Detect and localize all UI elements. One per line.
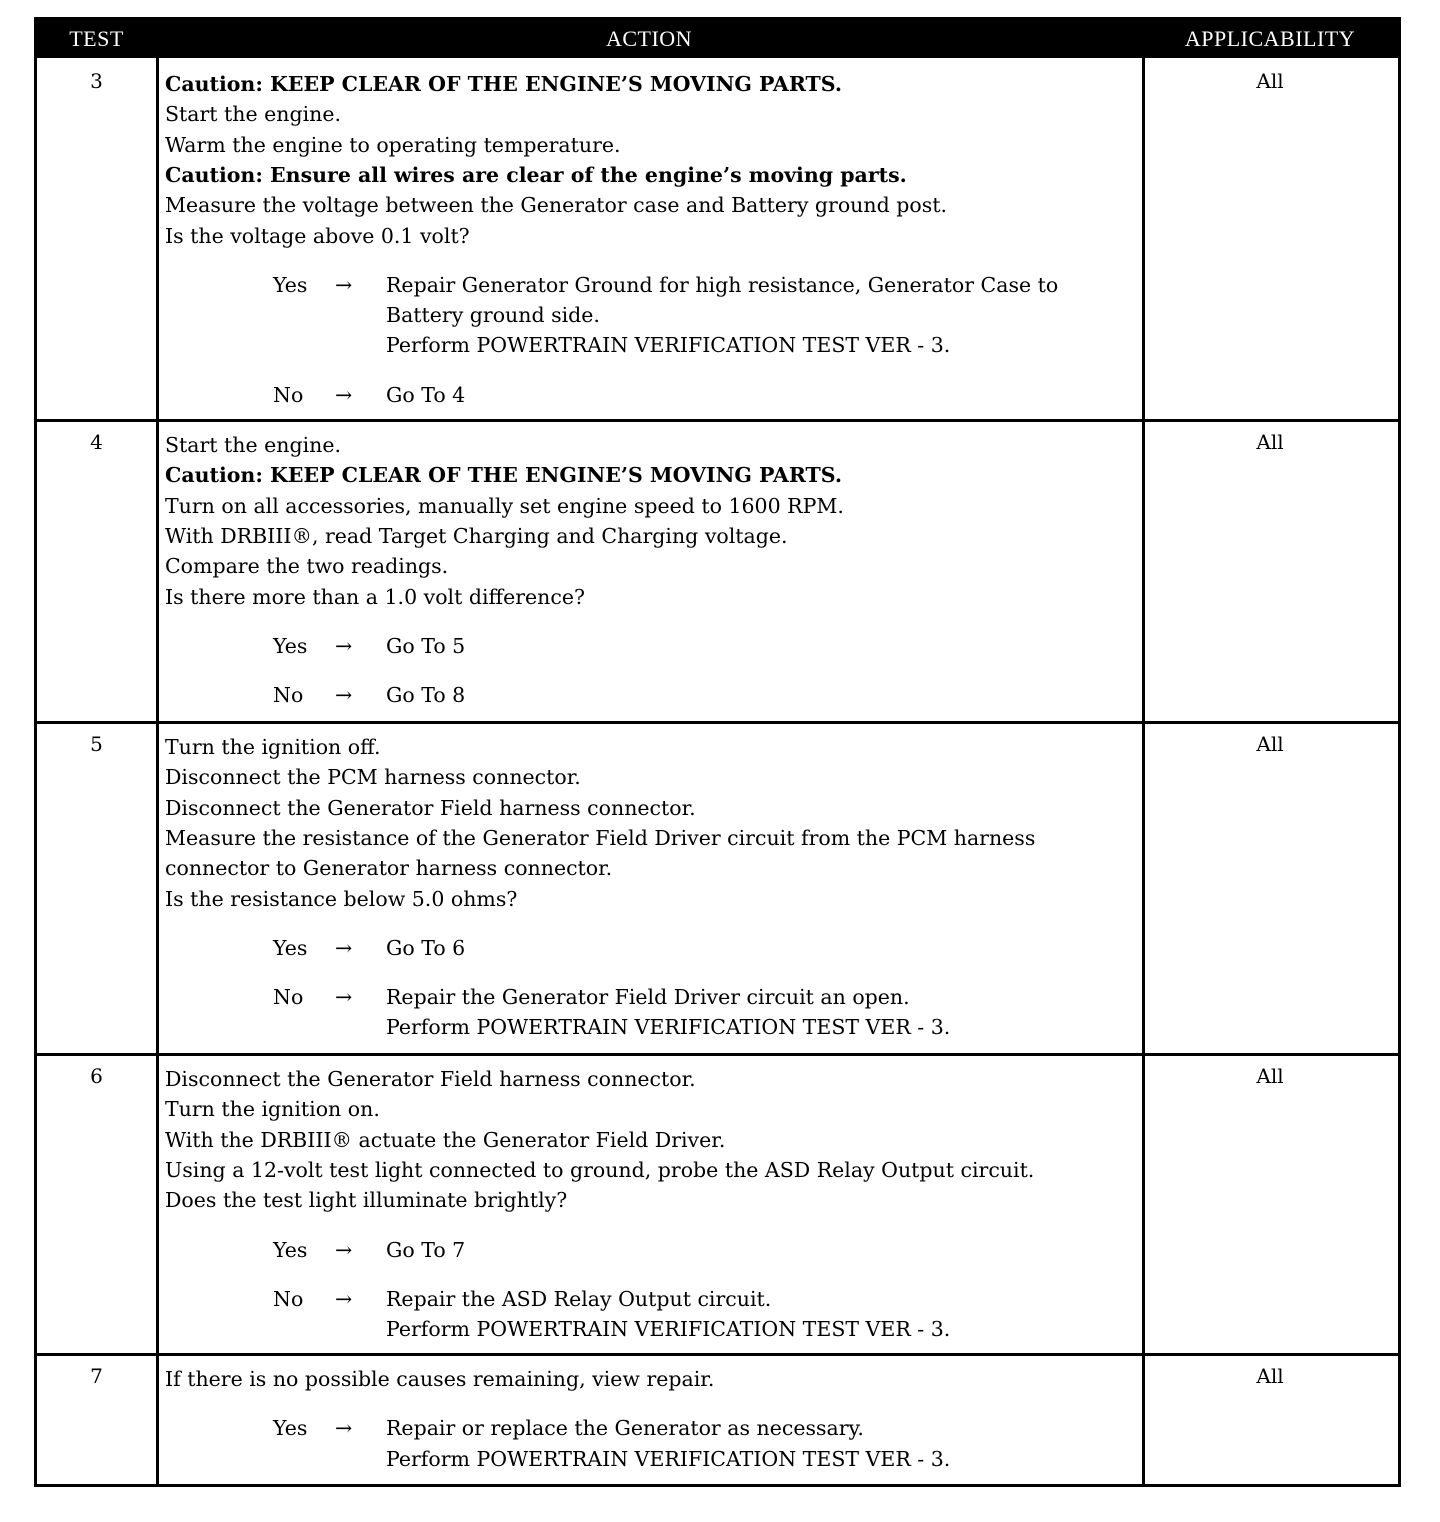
answer-label: Yes: [273, 633, 308, 658]
arrow-icon: →: [335, 272, 353, 297]
action-line: connector to Generator harness connector.: [165, 856, 613, 881]
test-number: 7: [90, 1364, 103, 1388]
answer-label: Yes: [273, 1237, 308, 1262]
answer-result: Go To 5: [386, 633, 466, 658]
action-line: Caution: KEEP CLEAR OF THE ENGINE’S MOVING PARTS.: [165, 463, 842, 488]
answer-result: Go To 7: [386, 1237, 466, 1262]
header-applicability: APPLICABILITY: [1184, 26, 1356, 51]
action-line: Is the resistance below 5.0 ohms?: [165, 886, 518, 911]
action-line: Turn the ignition off.: [165, 735, 381, 759]
applicability-value: All: [1256, 1364, 1284, 1388]
arrow-icon: →: [335, 683, 353, 708]
header-action: ACTION: [605, 26, 693, 51]
action-line: Is there more than a 1.0 volt difference?: [165, 584, 585, 609]
arrow-icon: →: [335, 985, 353, 1010]
action-line: Compare the two readings.: [165, 554, 449, 579]
action-line: Does the test light illuminate brightly?: [165, 1188, 568, 1213]
column-divider: [1142, 58, 1145, 1484]
row-divider: [37, 1353, 1398, 1356]
answer-result: Repair the ASD Relay Output circuit.: [386, 1286, 772, 1311]
action-line: Disconnect the Generator Field harness connector.: [165, 1067, 696, 1091]
action-line: Start the engine.: [165, 102, 342, 127]
applicability-value: All: [1256, 732, 1284, 756]
answer-result: Perform POWERTRAIN VERIFICATION TEST VER - 3.: [386, 333, 951, 358]
answer-result: Go To 8: [386, 683, 466, 708]
action-line: Caution: KEEP CLEAR OF THE ENGINE’S MOVING PARTS.: [165, 72, 842, 96]
action-line: Measure the voltage between the Generator case and Battery ground post.: [165, 193, 947, 218]
action-line: Disconnect the Generator Field harness connector.: [165, 795, 696, 820]
action-line: Start the engine.: [165, 433, 342, 457]
header-test: TEST: [69, 26, 124, 51]
test-number: 6: [90, 1064, 103, 1088]
row-divider: [37, 419, 1398, 422]
answer-label: No: [273, 1286, 304, 1311]
action-line: Turn the ignition on.: [165, 1097, 380, 1122]
answer-result: Battery ground side.: [386, 303, 600, 328]
answer-result: Perform POWERTRAIN VERIFICATION TEST VER - 3.: [386, 1446, 951, 1471]
row-divider: [37, 1053, 1398, 1056]
answer-result: Repair Generator Ground for high resistance, Generator Case to: [386, 272, 1059, 297]
arrow-icon: →: [335, 1416, 353, 1441]
action-line: Caution: Ensure all wires are clear of the engine’s moving parts.: [165, 162, 907, 187]
action-line: Warm the engine to operating temperature.: [165, 132, 621, 157]
arrow-icon: →: [335, 1286, 353, 1311]
action-line: Disconnect the PCM harness connector.: [165, 765, 581, 790]
test-table: [34, 17, 1401, 1487]
arrow-icon: →: [335, 382, 353, 407]
action-line: Turn on all accessories, manually set engine speed to 1600 RPM.: [165, 493, 844, 518]
arrow-icon: →: [335, 935, 353, 960]
arrow-icon: →: [335, 1237, 353, 1262]
answer-result: Perform POWERTRAIN VERIFICATION TEST VER - 3.: [386, 1015, 951, 1040]
answer-label: No: [273, 683, 304, 708]
action-line: If there is no possible causes remaining, view repair.: [165, 1367, 715, 1391]
answer-label: No: [273, 985, 304, 1010]
action-line: With the DRBIII® actuate the Generator Field Driver.: [165, 1127, 726, 1152]
applicability-value: All: [1256, 430, 1284, 454]
answer-label: Yes: [273, 272, 308, 297]
row-divider: [37, 721, 1398, 724]
test-number: 4: [90, 430, 103, 454]
table-header: [37, 20, 1398, 58]
answer-result: Perform POWERTRAIN VERIFICATION TEST VER - 3.: [386, 1317, 951, 1342]
answer-label: No: [273, 382, 304, 407]
answer-result: Repair or replace the Generator as necessary.: [386, 1416, 864, 1441]
applicability-value: All: [1256, 69, 1284, 93]
action-line: Using a 12-volt test light connected to ground, probe the ASD Relay Output circuit.: [165, 1157, 1035, 1182]
action-line: With DRBIII®, read Target Charging and Charging voltage.: [165, 523, 788, 548]
answer-label: Yes: [273, 1416, 308, 1441]
answer-result: Repair the Generator Field Driver circuit an open.: [386, 985, 910, 1010]
test-number: 5: [90, 732, 103, 756]
action-line: Is the voltage above 0.1 volt?: [165, 223, 470, 248]
answer-result: Go To 4: [386, 382, 466, 407]
answer-label: Yes: [273, 935, 308, 960]
column-divider: [156, 58, 159, 1484]
action-line: Measure the resistance of the Generator Field Driver circuit from the PCM harness: [165, 825, 1036, 850]
applicability-value: All: [1256, 1064, 1284, 1088]
test-number: 3: [90, 69, 103, 93]
arrow-icon: →: [335, 633, 353, 658]
answer-result: Go To 6: [386, 935, 466, 960]
